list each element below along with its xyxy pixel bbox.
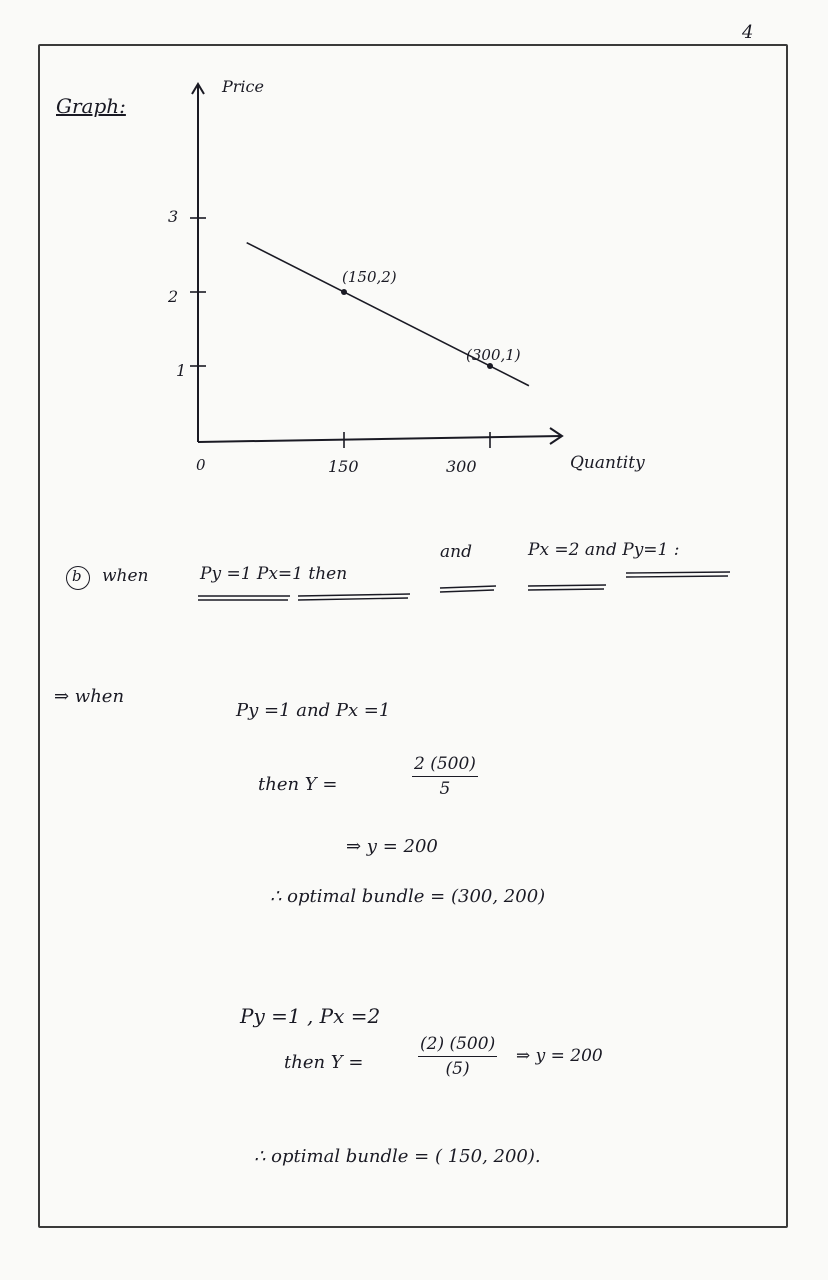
case-2-result: ⇒ y = 200 bbox=[516, 1046, 603, 1066]
case-1-optimal-bundle: ∴ optimal bundle = (300, 200) bbox=[270, 886, 546, 907]
case-1-fraction bbox=[412, 754, 478, 799]
x-tick-label-300: 300 bbox=[446, 457, 477, 476]
x-axis-label: Quantity bbox=[570, 453, 645, 473]
case-2-optimal-bundle: ∴ optimal bundle = ( 150, 200). bbox=[254, 1146, 541, 1167]
case-2-fraction-denominator: (5) bbox=[445, 1059, 470, 1079]
x-axis bbox=[198, 436, 562, 442]
part-b-and: and bbox=[440, 542, 472, 562]
case-1-result: ⇒ y = 200 bbox=[346, 836, 438, 857]
origin-label: 0 bbox=[196, 456, 206, 474]
y-tick-label-3: 3 bbox=[168, 207, 179, 226]
case-1-fraction-denominator: 5 bbox=[439, 779, 451, 799]
case-1-fraction-numerator: 2 (500) bbox=[412, 754, 478, 777]
part-b-condition-1: Py =1 Px=1 then bbox=[200, 564, 348, 584]
demand-graph bbox=[0, 0, 828, 500]
y-tick-label-2: 2 bbox=[168, 287, 179, 306]
x-tick-label-150: 150 bbox=[328, 457, 359, 476]
part-b-underlines bbox=[0, 560, 828, 640]
point-label-150-2: (150,2) bbox=[342, 268, 397, 286]
demand-line bbox=[247, 243, 529, 386]
y-tick-label-1: 1 bbox=[176, 361, 187, 380]
case-1-then: then Y = bbox=[258, 774, 338, 795]
graph-heading: Graph: bbox=[56, 94, 126, 118]
case-2-then: then Y = bbox=[284, 1052, 364, 1073]
case-1-given: Py =1 and Px =1 bbox=[236, 700, 391, 721]
point-label-300-1: (300,1) bbox=[466, 346, 521, 364]
part-b-when: when bbox=[102, 566, 149, 586]
case-2-fraction bbox=[418, 1034, 497, 1079]
part-b-condition-2: Px =2 and Py=1 : bbox=[528, 540, 680, 560]
graph-point-150-2 bbox=[341, 289, 347, 295]
y-axis-label: Price bbox=[222, 77, 264, 96]
case-1-arrow-when: ⇒ when bbox=[54, 686, 125, 707]
part-b-marker-label: b bbox=[72, 567, 82, 585]
case-2-given: Py =1 , Px =2 bbox=[240, 1004, 381, 1028]
case-2-fraction-numerator: (2) (500) bbox=[418, 1034, 497, 1057]
page-number: 4 bbox=[742, 22, 754, 43]
